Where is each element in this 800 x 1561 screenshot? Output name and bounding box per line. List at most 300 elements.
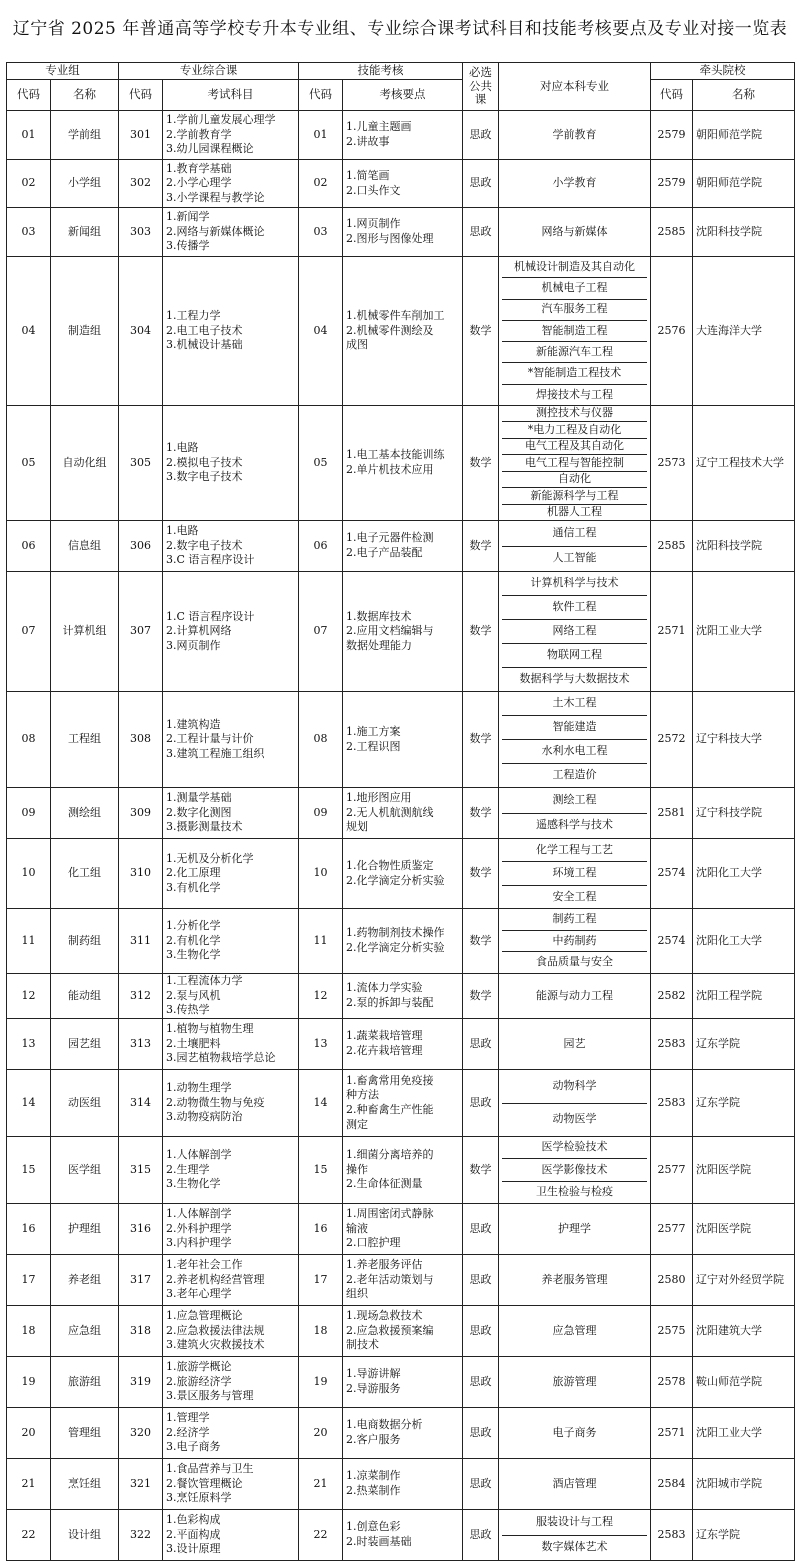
group-name-cell: 测绘组	[51, 788, 119, 839]
table-row	[7, 788, 795, 839]
points-cell	[343, 1070, 463, 1137]
subjects-cell-line: 1.植物与植物生理	[166, 1022, 254, 1036]
subjects-cell-line: 3.小学课程与教学论	[166, 190, 265, 204]
points-cell-line: 1.流体力学实验	[346, 981, 423, 995]
table-row	[7, 257, 795, 406]
school-code-cell: 2579	[651, 111, 693, 160]
course-code-cell: 315	[119, 1137, 163, 1204]
group-code-cell: 18	[7, 1306, 51, 1357]
table-row	[7, 1306, 795, 1357]
major-item: 数据科学与大数据技术	[502, 667, 647, 691]
group-code-cell: 14	[7, 1070, 51, 1137]
school-name-cell: 沈阳工业大学	[693, 1408, 795, 1459]
points-cell-line: 1.导游讲解	[346, 1367, 401, 1381]
subjects-cell-line: 2.小学心理学	[166, 176, 232, 190]
points-cell-line: 1.创意色彩	[346, 1520, 401, 1534]
points-cell-line: 2.化学滴定分析实验	[346, 873, 445, 887]
majors-cell	[499, 1137, 651, 1204]
points-cell-line: 数据处理能力	[346, 638, 412, 652]
major-item: 测控技术与仪器	[536, 406, 613, 420]
skill-code-cell: 09	[299, 788, 343, 839]
subjects-cell-line: 3.老年心理学	[166, 1287, 232, 1301]
major-item: 动物科学	[552, 1078, 597, 1092]
major-item: 酒店管理	[552, 1476, 597, 1490]
majors-list	[502, 788, 647, 838]
points-cell	[343, 208, 463, 257]
majors-list	[502, 111, 647, 159]
subjects-cell-line: 2.旅游经济学	[166, 1374, 232, 1388]
points-cell	[343, 521, 463, 572]
points-cell	[343, 406, 463, 521]
header-skill: 技能考核	[299, 63, 463, 80]
subjects-cell-line: 2.餐饮管理概论	[166, 1476, 243, 1490]
skill-code-cell: 20	[299, 1408, 343, 1459]
major-item: 环境工程	[502, 861, 647, 884]
school-code-cell: 2584	[651, 1459, 693, 1510]
public-course-cell: 思政	[463, 111, 499, 160]
table-row	[7, 160, 795, 208]
majors-list	[502, 1408, 647, 1458]
group-name-cell: 动医组	[51, 1070, 119, 1137]
header-course: 专业综合课	[119, 63, 299, 80]
subjects-cell	[163, 1510, 299, 1561]
major-item: 动物医学	[502, 1103, 647, 1137]
major-item: 园艺	[563, 1036, 586, 1050]
course-code-cell: 317	[119, 1255, 163, 1306]
header-public: 必选公共课	[463, 63, 499, 111]
subjects-cell	[163, 160, 299, 208]
subjects-cell-line: 3.设计原理	[166, 1542, 221, 1556]
points-cell-line: 2.花卉栽培管理	[346, 1044, 423, 1057]
major-item: 水利水电工程	[502, 739, 647, 763]
points-cell	[343, 1408, 463, 1459]
subjects-cell-line: 1.工程流体力学	[166, 974, 243, 988]
subjects-cell-line: 3.建筑工程施工组织	[166, 746, 265, 760]
school-code-cell: 2583	[651, 1070, 693, 1137]
points-cell	[343, 1510, 463, 1561]
points-cell	[343, 1137, 463, 1204]
subjects-cell	[163, 1357, 299, 1408]
table-row	[7, 974, 795, 1019]
points-cell-line: 2.化学滴定分析实验	[346, 941, 445, 954]
majors-list	[502, 1137, 647, 1203]
subjects-cell-line: 3.传播学	[166, 239, 210, 253]
subjects-cell	[163, 208, 299, 257]
points-cell	[343, 839, 463, 909]
points-cell-line: 2.机械零件测绘及	[346, 323, 434, 337]
points-cell-line: 1.数据库技术	[346, 609, 412, 623]
majors-cell	[499, 1070, 651, 1137]
public-course-cell: 数学	[463, 257, 499, 406]
majors-cell	[499, 1510, 651, 1561]
public-course-cell: 数学	[463, 788, 499, 839]
majors-list	[502, 1510, 647, 1560]
points-cell-line: 2.口腔护理	[346, 1236, 401, 1250]
majors-list	[502, 160, 647, 207]
table-row	[7, 208, 795, 257]
skill-code-cell: 05	[299, 406, 343, 521]
subjects-cell-line: 1.教育学基础	[166, 161, 232, 175]
school-name-cell: 沈阳化工大学	[693, 839, 795, 909]
skill-code-cell: 11	[299, 909, 343, 974]
major-item: 电气工程与智能控制	[502, 454, 647, 470]
points-cell-line: 1.药物制剂技术操作	[346, 926, 445, 940]
course-code-cell: 302	[119, 160, 163, 208]
skill-code-cell: 10	[299, 839, 343, 909]
subjects-cell-line: 2.经济学	[166, 1425, 210, 1439]
points-cell	[343, 909, 463, 974]
major-item: 土木工程	[552, 696, 597, 710]
header-skill-code: 代码	[299, 80, 343, 111]
subjects-cell	[163, 572, 299, 692]
subjects-cell	[163, 974, 299, 1019]
major-item: 新能源汽车工程	[502, 341, 647, 362]
points-cell	[343, 974, 463, 1019]
subjects-cell	[163, 111, 299, 160]
subjects-cell-line: 2.泵与风机	[166, 988, 221, 1002]
school-code-cell: 2571	[651, 1408, 693, 1459]
subjects-cell-line: 3.有机化学	[166, 880, 221, 894]
subjects-cell	[163, 692, 299, 788]
header-points: 考核要点	[343, 80, 463, 111]
course-code-cell: 320	[119, 1408, 163, 1459]
points-cell-line: 制技术	[346, 1338, 379, 1352]
group-code-cell: 04	[7, 257, 51, 406]
subjects-cell-line: 3.动物疫病防治	[166, 1110, 243, 1124]
public-course-cell: 数学	[463, 839, 499, 909]
school-name-cell: 辽东学院	[693, 1019, 795, 1070]
points-cell-line: 1.电商数据分析	[346, 1418, 423, 1432]
course-code-cell: 312	[119, 974, 163, 1019]
majors-list	[502, 839, 647, 908]
subjects-cell-line: 2.数字电子技术	[166, 538, 243, 552]
major-item: 网络工程	[502, 619, 647, 643]
group-code-cell: 22	[7, 1510, 51, 1561]
major-item: 食品质量与安全	[502, 951, 647, 973]
points-cell-line: 1.现场急救技术	[346, 1309, 423, 1323]
group-name-cell: 能动组	[51, 974, 119, 1019]
subjects-cell-line: 1.分析化学	[166, 919, 221, 933]
subjects-cell-line: 2.外科护理学	[166, 1221, 232, 1235]
majors-list	[502, 1204, 647, 1254]
school-name-cell: 辽东学院	[693, 1070, 795, 1137]
table-row	[7, 909, 795, 974]
group-code-cell: 02	[7, 160, 51, 208]
subjects-cell-line: 2.动物微生物与免疫	[166, 1095, 265, 1109]
table-row	[7, 406, 795, 521]
course-code-cell: 304	[119, 257, 163, 406]
group-name-cell: 应急组	[51, 1306, 119, 1357]
major-item: 遥感科学与技术	[502, 813, 647, 839]
points-cell-line: 2.口头作文	[346, 183, 401, 197]
school-name-cell: 辽宁对外经贸学院	[693, 1255, 795, 1306]
group-name-cell: 工程组	[51, 692, 119, 788]
group-name-cell: 养老组	[51, 1255, 119, 1306]
course-code-cell: 316	[119, 1204, 163, 1255]
points-cell	[343, 1204, 463, 1255]
group-code-cell: 06	[7, 521, 51, 572]
group-code-cell: 11	[7, 909, 51, 974]
majors-cell	[499, 974, 651, 1019]
public-course-cell: 思政	[463, 1255, 499, 1306]
points-cell-line: 1.施工方案	[346, 724, 401, 738]
points-cell-line: 1.凉菜制作	[346, 1469, 401, 1483]
public-course-cell: 数学	[463, 572, 499, 692]
major-item: 医学检验技术	[541, 1140, 608, 1154]
points-cell	[343, 692, 463, 788]
skill-code-cell: 08	[299, 692, 343, 788]
skill-code-cell: 13	[299, 1019, 343, 1070]
course-code-cell: 310	[119, 839, 163, 909]
course-code-cell: 311	[119, 909, 163, 974]
school-name-cell: 朝阳师范学院	[693, 160, 795, 208]
subjects-cell	[163, 788, 299, 839]
school-code-cell: 2574	[651, 839, 693, 909]
subjects-cell-line: 1.学前儿童发展心理学	[166, 113, 276, 127]
major-item: 电气工程及其自动化	[502, 438, 647, 454]
points-cell-line: 组织	[346, 1287, 368, 1301]
school-name-cell: 辽宁科技学院	[693, 788, 795, 839]
header-school-code: 代码	[651, 80, 693, 111]
table-row	[7, 572, 795, 692]
points-cell-line: 2.讲故事	[346, 135, 390, 148]
subjects-cell	[163, 1204, 299, 1255]
skill-code-cell: 17	[299, 1255, 343, 1306]
school-code-cell: 2581	[651, 788, 693, 839]
header-group: 专业组	[7, 63, 119, 80]
subjects-cell	[163, 909, 299, 974]
points-cell-line: 1.网页制作	[346, 217, 401, 231]
majors-cell	[499, 788, 651, 839]
majors-cell	[499, 111, 651, 160]
majors-cell	[499, 1357, 651, 1408]
major-item: 智能制造工程	[502, 320, 647, 341]
course-code-cell: 305	[119, 406, 163, 521]
points-cell-line: 规划	[346, 820, 368, 834]
major-item: 机械设计制造及其自动化	[514, 259, 635, 273]
majors-list	[502, 974, 647, 1018]
group-name-cell: 制药组	[51, 909, 119, 974]
majors-list	[502, 257, 647, 405]
points-cell-line: 2.应急救援预案编	[346, 1323, 434, 1337]
group-name-cell: 化工组	[51, 839, 119, 909]
points-cell-line: 2.泵的拆卸与装配	[346, 996, 434, 1009]
majors-cell	[499, 1459, 651, 1510]
group-name-cell: 护理组	[51, 1204, 119, 1255]
subjects-cell	[163, 257, 299, 406]
subjects-cell-line: 1.工程力学	[166, 309, 221, 323]
course-code-cell: 309	[119, 788, 163, 839]
points-cell	[343, 1306, 463, 1357]
group-name-cell: 制造组	[51, 257, 119, 406]
group-code-cell: 13	[7, 1019, 51, 1070]
points-cell	[343, 572, 463, 692]
course-code-cell: 321	[119, 1459, 163, 1510]
points-cell-line: 1.机械零件车削加工	[346, 309, 445, 323]
group-name-cell: 设计组	[51, 1510, 119, 1561]
points-cell-line: 1.地形图应用	[346, 791, 412, 805]
points-cell-line: 2.工程识图	[346, 739, 401, 753]
majors-list	[502, 1306, 647, 1356]
group-code-cell: 21	[7, 1459, 51, 1510]
subjects-cell	[163, 1459, 299, 1510]
subjects-cell-line: 1.无机及分析化学	[166, 851, 254, 865]
subjects-cell-line: 3.网页制作	[166, 638, 221, 652]
school-name-cell: 沈阳医学院	[693, 1204, 795, 1255]
majors-cell	[499, 1306, 651, 1357]
subjects-cell-line: 1.老年社会工作	[166, 1258, 243, 1272]
table-row	[7, 1459, 795, 1510]
subjects-cell-line: 1.测量学基础	[166, 791, 232, 805]
subjects-cell-line: 3.生物化学	[166, 948, 221, 962]
skill-code-cell: 18	[299, 1306, 343, 1357]
school-code-cell: 2573	[651, 406, 693, 521]
subjects-cell-line: 3.园艺植物栽培学总论	[166, 1051, 276, 1065]
table-row	[7, 1070, 795, 1137]
subjects-cell-line: 3.摄影测量技术	[166, 820, 243, 834]
course-code-cell: 308	[119, 692, 163, 788]
subjects-cell	[163, 1408, 299, 1459]
school-code-cell: 2571	[651, 572, 693, 692]
public-course-cell: 思政	[463, 160, 499, 208]
subjects-cell-line: 2.学前教育学	[166, 127, 232, 141]
points-cell-line: 2.图形与图像处理	[346, 232, 434, 245]
points-cell-line: 测定	[346, 1117, 368, 1131]
group-name-cell: 烹饪组	[51, 1459, 119, 1510]
group-code-cell: 17	[7, 1255, 51, 1306]
table-row	[7, 1357, 795, 1408]
subjects-cell	[163, 1019, 299, 1070]
skill-code-cell: 04	[299, 257, 343, 406]
school-name-cell: 辽东学院	[693, 1510, 795, 1561]
skill-code-cell: 12	[299, 974, 343, 1019]
school-name-cell: 沈阳医学院	[693, 1137, 795, 1204]
group-code-cell: 05	[7, 406, 51, 521]
group-name-cell: 计算机组	[51, 572, 119, 692]
points-cell-line: 2.生命体征测量	[346, 1177, 423, 1191]
subjects-cell-line: 2.有机化学	[166, 933, 221, 947]
school-code-cell: 2576	[651, 257, 693, 406]
major-item: 智能建造	[502, 715, 647, 739]
majors-cell	[499, 1019, 651, 1070]
majors-cell	[499, 521, 651, 572]
table-row	[7, 1510, 795, 1561]
major-item: 计算机科学与技术	[530, 576, 619, 590]
school-code-cell: 2579	[651, 160, 693, 208]
majors-cell	[499, 909, 651, 974]
table-row	[7, 692, 795, 788]
school-code-cell: 2582	[651, 974, 693, 1019]
group-code-cell: 08	[7, 692, 51, 788]
major-item: 汽车服务工程	[502, 299, 647, 320]
majors-cell	[499, 208, 651, 257]
group-name-cell: 小学组	[51, 160, 119, 208]
major-item: 测绘工程	[552, 792, 597, 806]
course-code-cell: 307	[119, 572, 163, 692]
public-course-cell: 思政	[463, 1070, 499, 1137]
major-item: 中药制药	[502, 930, 647, 952]
major-item: 网络与新媒体	[541, 224, 608, 238]
subjects-cell-line: 3.幼儿园课程概论	[166, 142, 254, 156]
major-item: 服装设计与工程	[536, 1514, 613, 1528]
table-row	[7, 1137, 795, 1204]
school-name-cell: 沈阳建筑大学	[693, 1306, 795, 1357]
group-name-cell: 管理组	[51, 1408, 119, 1459]
subjects-cell	[163, 1306, 299, 1357]
public-course-cell: 数学	[463, 692, 499, 788]
major-item: 安全工程	[502, 885, 647, 908]
points-cell-line: 1.细菌分离培养的	[346, 1148, 434, 1162]
subjects-cell-line: 2.平面构成	[166, 1527, 221, 1541]
points-cell-line: 1.儿童主题画	[346, 120, 412, 134]
course-code-cell: 322	[119, 1510, 163, 1561]
group-name-cell: 自动化组	[51, 406, 119, 521]
school-name-cell: 鞍山师范学院	[693, 1357, 795, 1408]
course-code-cell: 306	[119, 521, 163, 572]
group-code-cell: 10	[7, 839, 51, 909]
header-subjects: 考试科目	[163, 80, 299, 111]
subjects-cell-line: 3.电子商务	[166, 1440, 221, 1454]
subjects-cell-line: 3.内科护理学	[166, 1236, 232, 1250]
points-cell	[343, 111, 463, 160]
group-name-cell: 医学组	[51, 1137, 119, 1204]
subjects-cell-line: 3.C 语言程序设计	[166, 553, 255, 567]
majors-list	[502, 572, 647, 691]
subjects-cell-line: 2.生理学	[166, 1162, 210, 1176]
major-item: 学前教育	[552, 127, 597, 141]
major-item: 旅游管理	[552, 1374, 597, 1388]
subjects-cell-line: 2.土壤肥料	[166, 1036, 221, 1050]
subjects-cell-line: 3.建筑火灾救援技术	[166, 1338, 265, 1352]
points-cell	[343, 257, 463, 406]
points-cell-line: 1.周围密闭式静脉	[346, 1207, 434, 1221]
school-code-cell: 2574	[651, 909, 693, 974]
majors-list	[502, 1070, 647, 1136]
page-title: 辽宁省 2025 年普通高等学校专升本专业组、专业综合课考试科目和技能考核要点及专业对接一览表	[12, 19, 788, 39]
subjects-cell-line: 1.食品营养与卫生	[166, 1462, 254, 1476]
table-row	[7, 111, 795, 160]
public-course-cell: 数学	[463, 909, 499, 974]
major-item: 数字媒体艺术	[502, 1535, 647, 1561]
school-name-cell: 朝阳师范学院	[693, 111, 795, 160]
school-name-cell: 沈阳工程学院	[693, 974, 795, 1019]
subjects-cell-line: 3.景区服务与管理	[166, 1389, 254, 1403]
school-name-cell: 大连海洋大学	[693, 257, 795, 406]
subjects-cell-line: 1.旅游学概论	[166, 1360, 232, 1374]
header-group-name: 名称	[51, 80, 119, 111]
points-cell-line: 2.应用文档编辑与	[346, 624, 434, 638]
points-cell-line: 1.养老服务评估	[346, 1258, 423, 1272]
major-item: 通信工程	[552, 525, 597, 539]
subjects-cell-line: 1.人体解剖学	[166, 1207, 232, 1221]
group-name-cell: 信息组	[51, 521, 119, 572]
group-name-cell: 新闻组	[51, 208, 119, 257]
majors-list	[502, 1255, 647, 1305]
subjects-cell-line: 3.传热学	[166, 1003, 210, 1017]
subjects-cell-line: 2.工程计量与计价	[166, 732, 254, 746]
majors-cell	[499, 257, 651, 406]
group-code-cell: 16	[7, 1204, 51, 1255]
points-cell	[343, 160, 463, 208]
group-code-cell: 01	[7, 111, 51, 160]
group-code-cell: 07	[7, 572, 51, 692]
majors-cell	[499, 1408, 651, 1459]
school-name-cell: 辽宁工程技术大学	[693, 406, 795, 521]
subjects-cell-line: 1.人体解剖学	[166, 1148, 232, 1162]
skill-code-cell: 22	[299, 1510, 343, 1561]
group-code-cell: 20	[7, 1408, 51, 1459]
major-item: *电力工程及自动化	[502, 421, 647, 437]
